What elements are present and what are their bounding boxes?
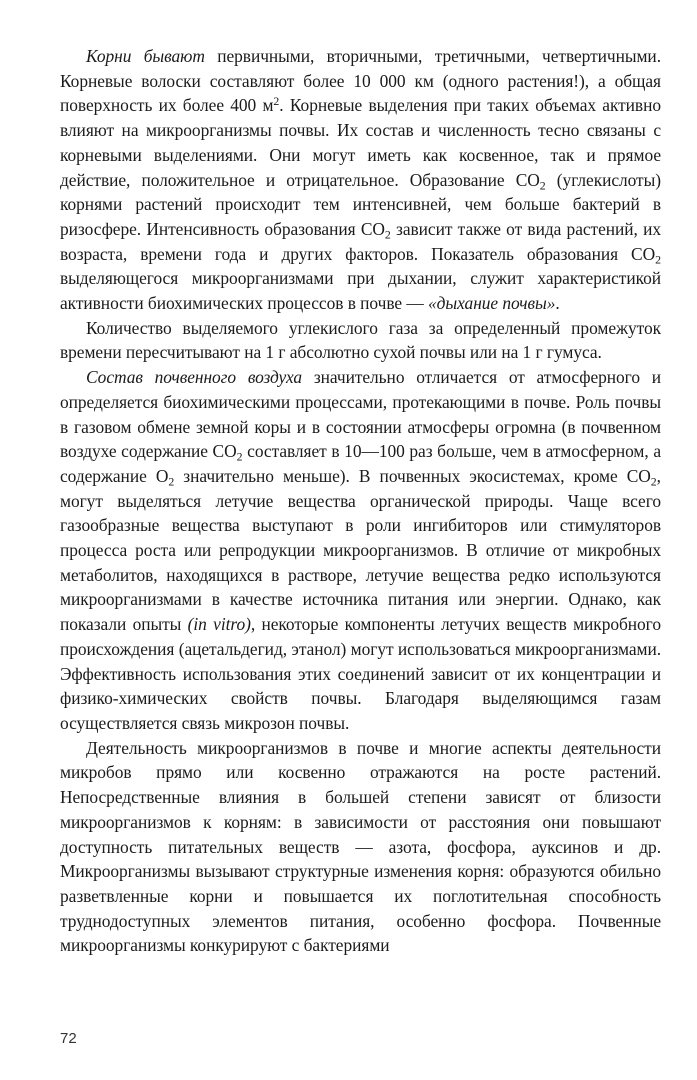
text-run: зависит также от вида растений, их возраста, времени года и других факторов. Показатель образования CO bbox=[60, 218, 661, 264]
subscript: 2 bbox=[384, 227, 391, 242]
paragraph bbox=[60, 316, 661, 365]
subscript: 2 bbox=[650, 474, 657, 489]
subscript: 2 bbox=[539, 178, 546, 193]
text-run: . Корневые выделения при таких объемах активно влияют на микроорганизмы почвы. Их состав и численность тесно связаны с корневыми выделениями. Они могут иметь как косвенное, так и прямое действие, положительное и отрицательное. Образование CO bbox=[60, 95, 661, 190]
paragraph bbox=[60, 736, 661, 958]
page-number: 72 bbox=[60, 1030, 77, 1047]
body-text bbox=[60, 44, 661, 958]
emphasis-text: Корни бывают bbox=[86, 46, 205, 66]
text-run: значительно отличается от атмосферного и определяется биохимическими процессами, протекающими в почве. Роль почвы в газовом обмене земной коры и в состоянии атмосферы огромна (в почвенном воздухе содержание CO bbox=[60, 367, 661, 462]
text-run: составляет в 10—100 раз больше, чем в атмосферном, а содержание O bbox=[60, 441, 661, 486]
emphasis-text: Состав почвенного воздуха bbox=[86, 367, 303, 388]
text-run: (углекислоты) корнями растений происходит тем интенсивней, чем больше бактерий в ризосфере. Интенсивность образования CO bbox=[60, 169, 661, 239]
subscript: 2 bbox=[168, 474, 175, 489]
text-run: Деятельность микроорганизмов в почве и многие аспекты деятельности микробов прямо или косвенно отражаются на росте растений. Непосредственные влияния в большей степени зависят от близости микроорганизмов к корням: в зависимости от расстояния они повышают доступность питательных веществ — азота, фосфора, ауксинов и др. Микроорганизмы вызывают структурные изменения корня: образуются обильно разветвленные корни и повышается их поглотительная способность труднодоступных элементов питания, особенно фосфора. Почвенные микроорганизмы конкурируют с бактериями bbox=[60, 737, 661, 956]
paragraph bbox=[60, 44, 661, 316]
text-run: , некоторые компоненты летучих веществ микробного происхождения (ацетальдегид, этанол) могут использоваться микроорганизмами. Эффективность использования этих соединений зависит от их концентрации и физико-химических свойств почвы. Благодаря выделяющимся газам осуществляется связь микрозон почвы. bbox=[60, 614, 661, 733]
emphasis-text: (in vitro) bbox=[187, 614, 251, 635]
text-run: первичными, вторичными, третичными, четвертичными. Корневые волоски составляют более 10 000 км (одного растения!), а общая поверхность их более 400 м bbox=[60, 46, 661, 116]
subscript: 2 bbox=[655, 252, 661, 267]
text-run: Количество выделяемого углекислого газа за определенный промежуток времени пересчитывают на 1 г абсолютно сухой почвы или на 1 г гумуса. bbox=[60, 317, 661, 363]
subscript: 2 bbox=[236, 449, 243, 464]
emphasis-text: «дыхание почвы» bbox=[427, 293, 556, 314]
text-run: значительно меньше). В почвенных экосистемах, кроме CO bbox=[174, 465, 651, 486]
superscript: 2 bbox=[273, 94, 280, 109]
text-run: , могут выделяться летучие вещества органической природы. Чаще всего газообразные вещества выступают в роли ингибиторов или стимуляторов процесса роста или репродукции микроорганизмов. В отличие от микробных метаболитов, находящихся в растворе, летучие вещества редко используются микроорганизмами в качестве источника питания или энергии. Однако, как показали опыты bbox=[60, 465, 661, 635]
paragraph bbox=[60, 365, 661, 736]
text-run: выделяющегося микроорганизмами при дыхании, служит характеристикой активности биохимических процессов в почве — bbox=[60, 268, 661, 314]
text-run: . bbox=[555, 293, 560, 314]
